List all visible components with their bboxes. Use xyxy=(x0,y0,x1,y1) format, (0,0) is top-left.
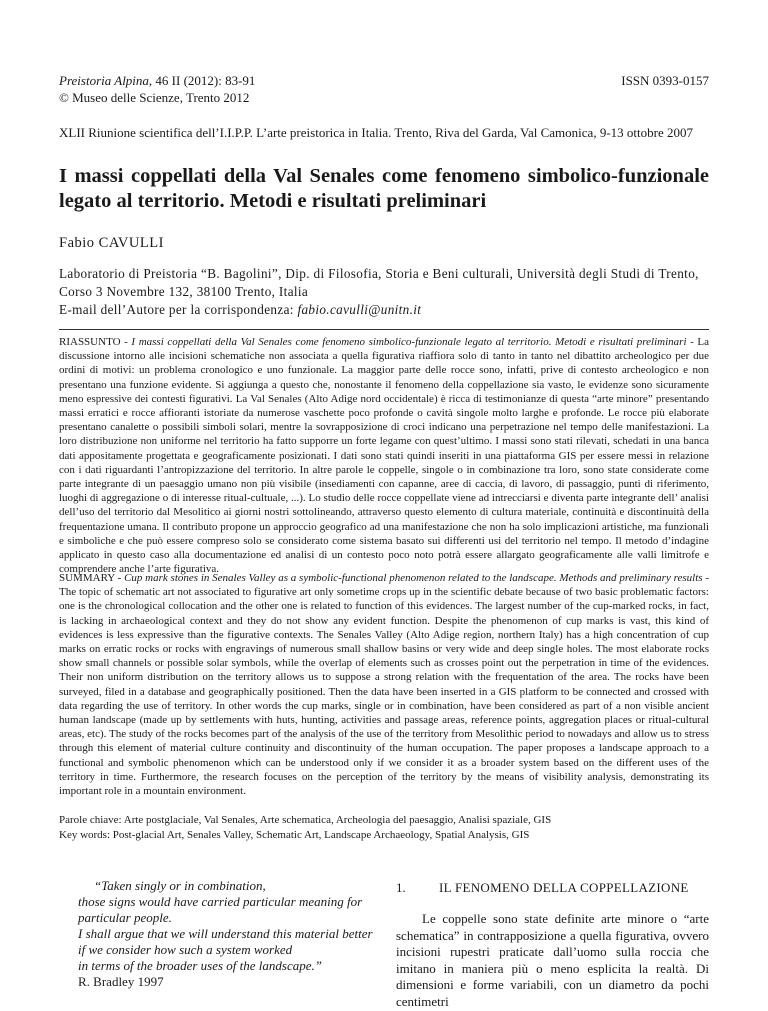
section-heading: IL FENOMENO DELLA COPPELLAZIONE xyxy=(439,880,689,895)
summary-label: SUMMARY - xyxy=(59,572,125,584)
riassunto-abstract xyxy=(59,335,709,576)
section-number: 1. xyxy=(396,880,406,895)
quote-line: “Taken singly or in combination, xyxy=(94,878,266,893)
quote-attribution: R. Bradley 1997 xyxy=(78,974,164,989)
keywords-english: Key words: Post-glacial Art, Senales Valley, Schematic Art, Landscape Archaeology, Spatial Analysis, GIS xyxy=(59,829,530,841)
journal-citation xyxy=(59,72,255,106)
affiliation-line-2: Corso 3 Novembre 132, 38100 Trento, Italia xyxy=(59,284,309,299)
conference-line: XLII Riunione scientifica dell’I.I.P.P. L’arte preistorica in Italia. Trento, Riva del Garda, Val Camonica, 9-13 ottobre 2007 xyxy=(59,125,693,140)
quote-line: I shall argue that we will understand this material better xyxy=(78,926,373,941)
affiliation-line-1: Laboratorio di Preistoria “B. Bagolini”, Dip. di Filosofia, Storia e Beni culturali, Università degli Studi di Trento, xyxy=(59,266,699,281)
summary-abstract xyxy=(59,571,709,798)
riassunto-label: RIASSUNTO - xyxy=(59,336,132,348)
journal-name: Preistoria Alpina xyxy=(59,73,149,88)
email-link[interactable]: fabio.cavulli@unitn.it xyxy=(297,302,422,317)
quote-line: particular people. xyxy=(78,910,172,925)
summary-text: The topic of schematic art not associated to figurative art only sometime crops up in the scientific debate because of two basic problematic factors: one is the chronological collocation and the other one is related to function of this evidences. The largest number of the cup-marked rocks, in fact, is lacking in archaeological context and they do not show any evident function. Despite the phenomenon of cup marks is vast, this kind of evidences is less expressive than the figurative contexts. The Senales Valley (Alto Adige region, northern Italy) has a high concentration of cup marks on erratic rocks or rocks with engravings of numerous small shallow basins or very wide and deep single holes. The most elaborate rocks show small channels or possible solar symbols, while the overlap of elements such as crosses point out the perpetration in time of the evidences. Their non uniform distribution on the territory allows us to suppose a strong relation with the frequentation of the area. The rocks have been surveyed, filed in a database and geographically positioned. Then the data have been inserted in a GIS platform to be connected and crossed with data regarding the use of territory. In other words the cup marks, single or in combination, have been considered as part of a non visible ancient human landscape (made up by settlements with huts, hunting, activities and passage areas, reference points, aggregation places or ritual-cultural areas, etc). The study of the rocks becomes part of the analysis of the use of the territory from Mesolithic period to nowadays and allow us to stress through this element of material culture continuity and discontinuity of the human occupation. The paper proposes a landscape approach to a functional and symbolic phenomenon which can be understood only if we consider it as a broader system based on the different uses of the territory in time. Furthermore, the research focuses on the perception of the territory by the means of visibility analysis, demonstrating its important role in a mountain environment. xyxy=(59,586,709,798)
paper-title: I massi coppellati della Val Senales come fenomeno simbolico-funzionale legato al territorio. Metodi e risultati preliminari xyxy=(59,165,709,212)
quote-line: in terms of the broader uses of the landscape.” xyxy=(78,958,322,973)
keywords-italian: Parole chiave: Arte postglaciale, Val Senales, Arte schematica, Archeologia del paesaggio, Analisi spaziale, GIS xyxy=(59,814,552,826)
riassunto-title: I massi coppellati della Val Senales come fenomeno simbolico-funzionale legato al territorio. Metodi e risultati preliminari xyxy=(131,336,687,348)
summary-separator: - xyxy=(702,572,710,584)
contact-line xyxy=(59,301,709,319)
author-affiliation xyxy=(59,265,709,319)
copyright-line: © Museo delle Scienze, Trento 2012 xyxy=(59,90,250,105)
summary-title: Cup mark stones in Senales Valley as a symbolic-functional phenomenon related to the landscape. Methods and preliminary results xyxy=(124,572,703,584)
issn: ISSN 0393-0157 xyxy=(621,73,709,88)
section-body-text: Le coppelle sono state definite arte minore o “arte schematica” in contrapposizione a quella figurativa, ovvero incisioni rupestri praticate dall’uomo sulla roccia che imitano in maniera più o meno esplicita la realtà. Di dimensioni e forme variabili, con un diametro da pochi centimetri xyxy=(396,911,709,1009)
email-label: E-mail dell’Autore per la corrispondenza: xyxy=(59,302,298,317)
quote-line: those signs would have carried particular meaning for xyxy=(78,894,363,909)
epigraph-quote xyxy=(78,878,378,990)
riassunto-separator: - xyxy=(686,336,698,348)
journal-volume: , 46 II (2012): 83-91 xyxy=(148,73,256,88)
section-divider xyxy=(59,329,709,330)
author-name: Fabio CAVULLI xyxy=(59,235,164,251)
quote-line: if we consider how such a system worked xyxy=(78,942,293,957)
riassunto-text: La discussione intorno alle incisioni schematiche non associata a quella figurativa riaffiora solo di tanto in tanto nel dibattito archeologico per due ordini di motivi: un problema cronologico e uno funzionale. La maggior parte delle rocce sono, infatti, prive di contesto archeologico e non presentano una funzione evidente. Si aggiunga a questo che, nonostante il fenomeno della coppellazione sia vasto, le evidenze sono sicuramente meno espressive dei contesti figurativi. La Val Senales (Alto Adige nord occidentale) è ricca di testimonianze di questa “arte minore” presentando massi erratici e rocce affioranti istoriate da numerose vaschette poco profonde o cavità singole molto larghe e profonde. Le rocce più elaborate presentano canalette o possibili simboli solari, mentre la sovrapposizione di croci indicano una perpetrazione nel tempo delle manifestazioni. La loro distribuzione non uniforme nel territorio ha fatto supporre un forte legame con quest’ultimo. I massi sono stati rilevati, schedati in una banca dati appositamente progettata e geograficamente posizionati. I dati sono stati quindi inseriti in una piattaforma GIS per essere messi in relazione con i dati riguardanti l’antropizzazione del territorio. In altre parole le coppelle, singole o in combinazione tra loro, sono state considerate come parte integrante di un paesaggio umano non più visibile (insediamenti con capanne, aree di caccia, di lavoro, di passaggio, punti di riferimento, luoghi di aggregazione o di interesse ritual-cultuale, ...). Lo studio delle rocce coppellate viene ad intrecciarsi e diventa parte integrante dell’ analisi dell’uso del territorio dal Mesolitico ai giorni nostri sottolineando, attraverso questo elemento di cultura materiale, continuità e discontinuità della frequentazione umana. Il contributo propone un approccio geografico ad una manifestazione che non ha solo implicazioni artistiche, ma funzionali e simboliche e che può essere compreso solo se considerato come sistema basato sui differenti usi del territorio nel tempo. Il metodo d’indagine applicato in questo caso alla documentazione ed analisi di un contesto poco noto potrà essere allargato geograficamente alle valli limitrofe e comprendere anche l’arte figurativa. xyxy=(59,336,709,576)
